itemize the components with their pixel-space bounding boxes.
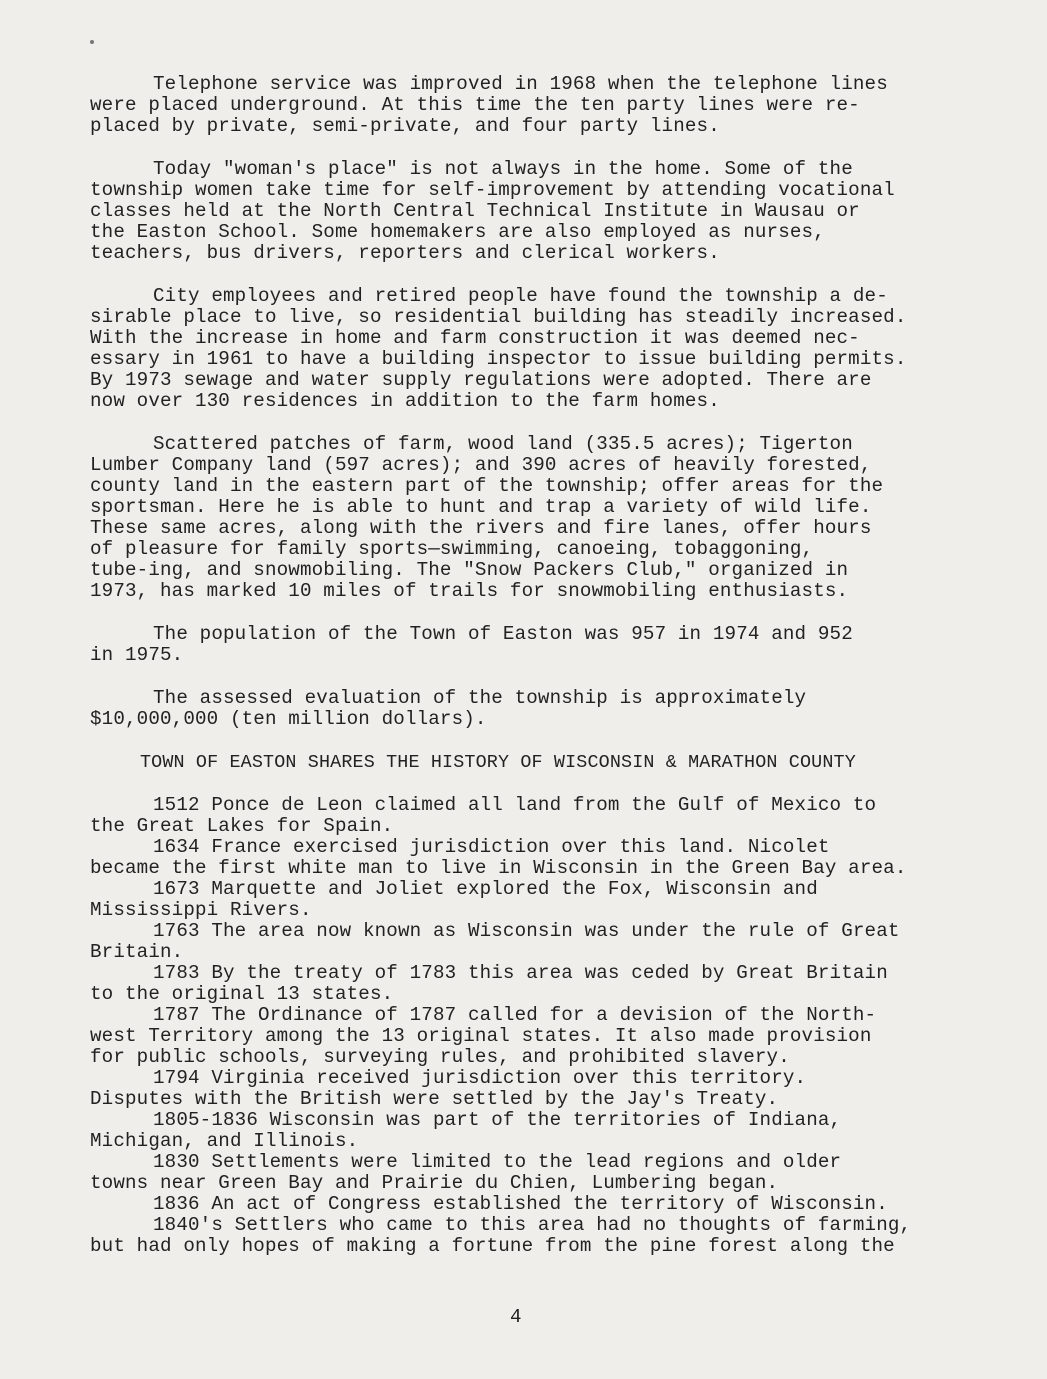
timeline-line: the Great Lakes for Spain. [90,815,394,837]
timeline-line: towns near Green Bay and Prairie du Chien, Lumbering began. [90,1172,779,1194]
text-line: City employees and retired people have found the township a de- [153,285,888,307]
timeline-line: 1830 Settlements were limited to the lead regions and older [153,1151,842,1173]
text-line: essary in 1961 to have a building inspector to issue building permits. [90,348,907,370]
timeline-line: 1512 Ponce de Leon claimed all land from the Gulf of Mexico to [153,794,877,816]
text-line: of pleasure for family sports—swimming, canoeing, tobaggoning, [90,538,814,560]
timeline-line: Mississippi Rivers. [90,899,312,921]
timeline-line: but had only hopes of making a fortune from the pine forest along the [90,1235,895,1257]
timeline-line: Disputes with the British were settled by the Jay's Treaty. [90,1088,779,1110]
timeline-line: 1634 France exercised jurisdiction over this land. Nicolet [153,836,830,858]
text-line: placed by private, semi-private, and four party lines. [90,115,720,137]
text-line: tube-ing, and snowmobiling. The "Snow Packers Club," organized in [90,559,849,581]
text-line: $10,000,000 (ten million dollars). [90,708,487,730]
timeline-line: 1787 The Ordinance of 1787 called for a devision of the North- [153,1004,877,1026]
timeline-line: Michigan, and Illinois. [90,1130,359,1152]
text-line: 1973, has marked 10 miles of trails for snowmobiling enthusiasts. [90,580,849,602]
text-line: now over 130 residences in addition to the farm homes. [90,390,720,412]
text-line: township women take time for self-improvement by attending vocational [90,179,895,201]
timeline-line: west Territory among the 13 original states. It also made provision [90,1025,872,1047]
section-heading: TOWN OF EASTON SHARES THE HISTORY OF WISCONSIN & MARATHON COUNTY [140,752,856,773]
text-line: Scattered patches of farm, wood land (335.5 acres); Tigerton [153,433,853,455]
text-line: in 1975. [90,644,184,666]
stray-ink-dot [90,40,94,44]
text-line: The assessed evaluation of the township is approximately [153,687,807,709]
text-line: With the increase in home and farm construction it was deemed nec- [90,327,860,349]
timeline-line: 1783 By the treaty of 1783 this area was ceded by Great Britain [153,962,888,984]
timeline-line: Britain. [90,941,184,963]
text-line: The population of the Town of Easton was 957 in 1974 and 952 [153,623,853,645]
timeline-line: 1836 An act of Congress established the territory of Wisconsin. [153,1193,888,1215]
timeline-line: 1805-1836 Wisconsin was part of the territories of Indiana, [153,1109,842,1131]
timeline-line: to the original 13 states. [90,983,394,1005]
text-line: were placed underground. At this time the ten party lines were re- [90,94,860,116]
timeline-line: 1763 The area now known as Wisconsin was under the rule of Great [153,920,900,942]
text-line: Today "woman's place" is not always in the home. Some of the [153,158,853,180]
text-line: the Easton School. Some homemakers are also employed as nurses, [90,221,825,243]
timeline-line: 1794 Virginia received jurisdiction over this territory. [153,1067,807,1089]
timeline-line: 1673 Marquette and Joliet explored the Fox, Wisconsin and [153,878,818,900]
text-line: county land in the eastern part of the township; offer areas for the [90,475,884,497]
text-line: sirable place to live, so residential building has steadily increased. [90,306,907,328]
page-number: 4 [510,1306,522,1328]
text-line: Lumber Company land (597 acres); and 390 acres of heavily forested, [90,454,872,476]
timeline-line: became the first white man to live in Wisconsin in the Green Bay area. [90,857,907,879]
timeline-line: for public schools, surveying rules, and prohibited slavery. [90,1046,790,1068]
text-line: By 1973 sewage and water supply regulations were adopted. There are [90,369,872,391]
text-line: teachers, bus drivers, reporters and clerical workers. [90,242,720,264]
text-line: sportsman. Here he is able to hunt and trap a variety of wild life. [90,496,872,518]
text-line: classes held at the North Central Technical Institute in Wausau or [90,200,860,222]
text-line: These same acres, along with the rivers and fire lanes, offer hours [90,517,872,539]
timeline-line: 1840's Settlers who came to this area had no thoughts of farming, [153,1214,912,1236]
text-line: Telephone service was improved in 1968 when the telephone lines [153,73,888,95]
